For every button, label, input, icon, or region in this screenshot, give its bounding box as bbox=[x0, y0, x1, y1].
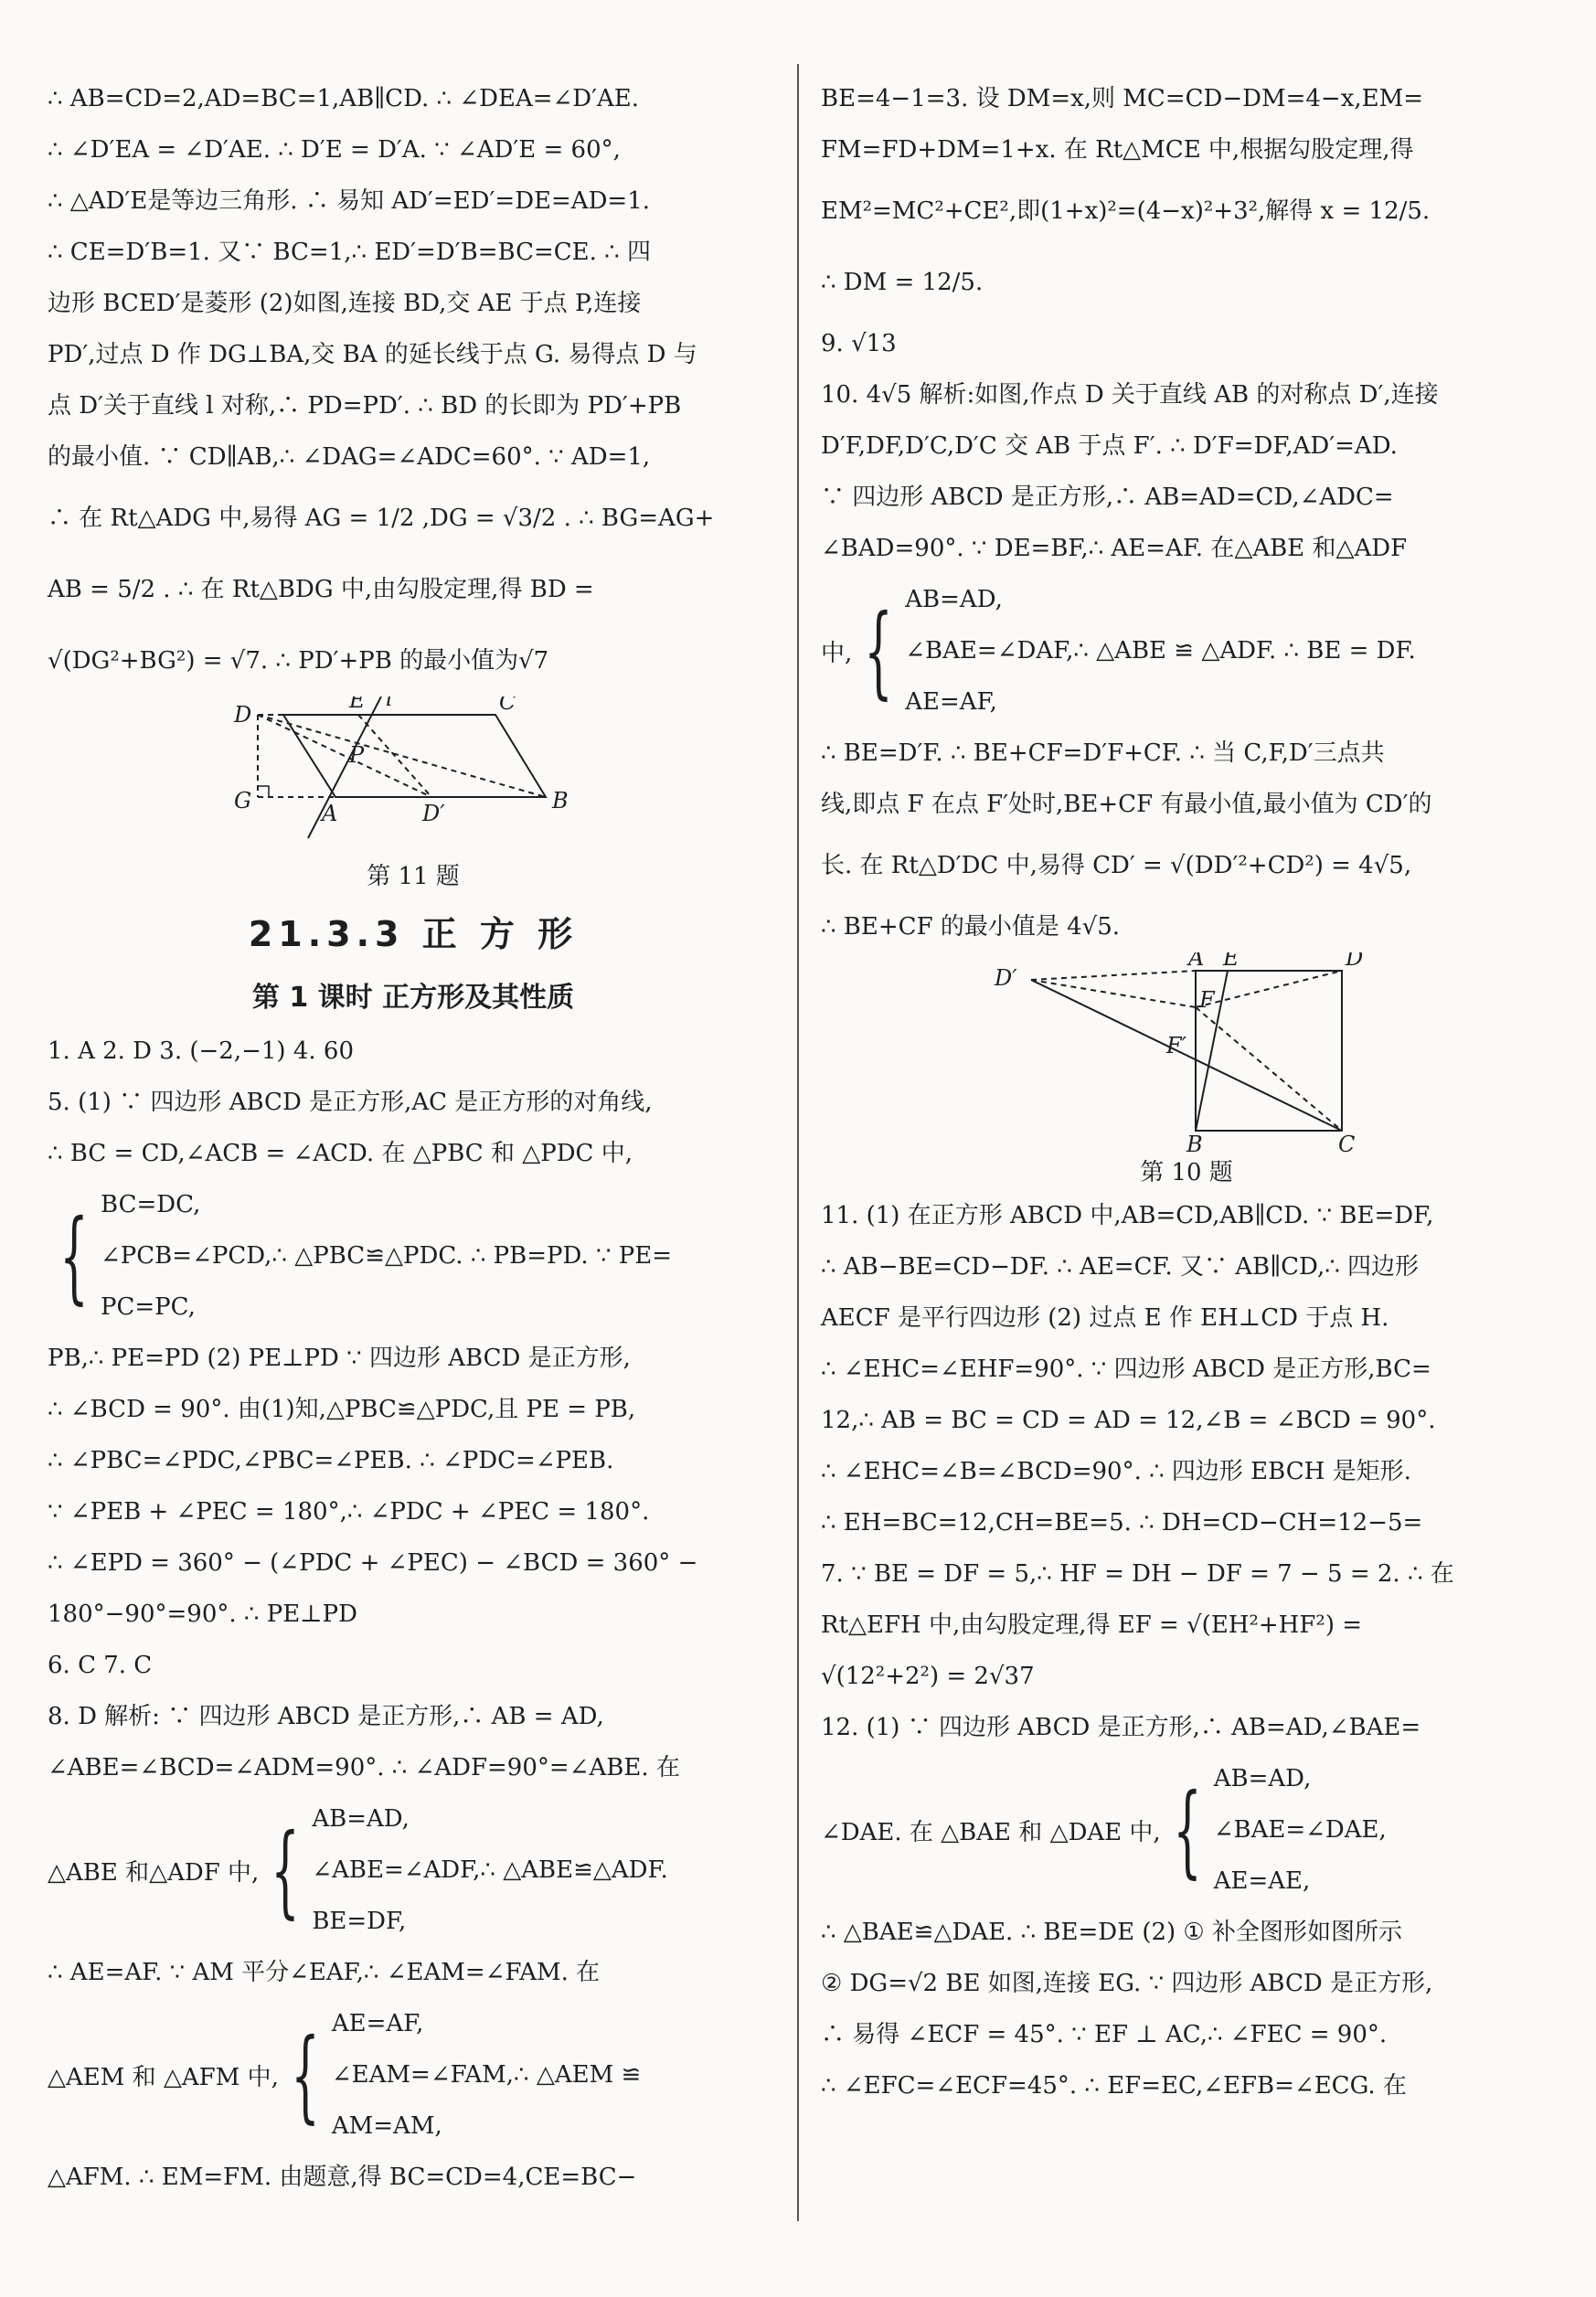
brace-system bbox=[48, 1793, 779, 1947]
text-line: √(DG²+BG²) = √7. ∴ PD′+PB 的最小值为√7 bbox=[48, 647, 549, 675]
label-g: G bbox=[234, 788, 252, 814]
label-c: C bbox=[1338, 1132, 1356, 1154]
square-abcd bbox=[1196, 971, 1342, 1131]
brace-prefix: ∠DAE. 在 △BAE 和 △DAE 中, bbox=[821, 1818, 1161, 1846]
label-d: D bbox=[1346, 952, 1364, 971]
figure-10 bbox=[821, 952, 1552, 1190]
segment-fd bbox=[1196, 971, 1342, 1007]
text-line: ∴ 在 Rt△ADG 中,易得 AG = 1/2 ,DG = √3/2 . ∴ BG=AG+ bbox=[48, 505, 715, 532]
label-c: C bbox=[499, 697, 516, 715]
text-line: 180°−90°=90°. ∴ PE⊥PD bbox=[48, 1600, 357, 1628]
text-line: ∴ EH=BC=12,CH=BE=5. ∴ DH=CD−CH=12−5= bbox=[821, 1509, 1423, 1537]
brace-system bbox=[821, 1753, 1552, 1907]
brace-item: AM=AM, bbox=[331, 2112, 442, 2140]
text-line: ∴ ∠EFC=∠ECF=45°. ∴ EF=EC,∠EFB=∠ECG. 在 bbox=[821, 2072, 1407, 2100]
segment-dd-prime bbox=[258, 715, 431, 797]
brace-item: PC=PC, bbox=[101, 1293, 196, 1321]
brace-symbol: { bbox=[864, 592, 894, 709]
text-line: ∴ AE=AF. ∵ AM 平分∠EAF,∴ ∠EAM=∠FAM. 在 bbox=[48, 1959, 601, 1986]
brace-item: AB=AD, bbox=[312, 1805, 410, 1833]
text-line: PB,∴ PE=PD (2) PE⊥PD ∵ 四边形 ABCD 是正方形, bbox=[48, 1345, 631, 1372]
label-f-prime: F′ bbox=[1166, 1033, 1187, 1058]
text-line: 11. (1) 在正方形 ABCD 中,AB=CD,AB∥CD. ∵ BE=DF, bbox=[821, 1202, 1434, 1229]
text-line: 7. ∵ BE = DF = 5,∴ HF = DH − DF = 7 − 5 = 2. ∴ 在 bbox=[821, 1560, 1454, 1588]
label-b: B bbox=[552, 788, 569, 814]
text-line: ∴ ∠EPD = 360° − (∠PDC + ∠PEC) − ∠BCD = 360° − bbox=[48, 1549, 698, 1577]
text-line: ∴ BE+CF 的最小值是 4√5. bbox=[821, 913, 1121, 941]
text-line: FM=FD+DM=1+x. 在 Rt△MCE 中,根据勾股定理,得 bbox=[821, 136, 1414, 164]
text-line: EM²=MC²+CE²,即(1+x)²=(4−x)²+3²,解得 x = 12/5. bbox=[821, 197, 1431, 225]
segment-fc bbox=[1196, 1007, 1342, 1131]
text-line: 9. √13 bbox=[821, 330, 897, 357]
brace-item: BE=DF, bbox=[312, 1908, 407, 1935]
section-title: 21.3.3 正 方 形 bbox=[248, 914, 579, 954]
brace-symbol: { bbox=[271, 1812, 301, 1929]
text-line: ∴ AB−BE=CD−DF. ∴ AE=CF. 又∵ AB∥CD,∴ 四边形 bbox=[821, 1253, 1420, 1281]
text-line: 的最小值. ∵ CD∥AB,∴ ∠DAG=∠ADC=60°. ∵ AD=1, bbox=[48, 443, 651, 471]
text-line: ② DG=√2 BE 如图,连接 EG. ∵ 四边形 ABCD 是正方形, bbox=[821, 1970, 1433, 1997]
text-line: 10. 4√5 解析:如图,作点 D 关于直线 AB 的对称点 D′,连接 bbox=[821, 381, 1439, 409]
text-line: 长. 在 Rt△D′DC 中,易得 CD′ = √(DD′²+CD²) = 4√5, bbox=[821, 852, 1412, 879]
text-line: ∴ BC = CD,∠ACB = ∠ACD. 在 △PBC 和 △PDC 中, bbox=[48, 1140, 633, 1167]
label-a: A bbox=[322, 801, 338, 826]
text-line: ∠ABE=∠BCD=∠ADM=90°. ∴ ∠ADF=90°=∠ABE. 在 bbox=[48, 1754, 680, 1781]
figure-caption: 第 10 题 bbox=[1140, 1159, 1233, 1186]
text-line: ∠BAD=90°. ∵ DE=BF,∴ AE=AF. 在△ABE 和△ADF bbox=[821, 535, 1408, 562]
brace-item: ∠BAE=∠DAE, bbox=[1213, 1816, 1387, 1844]
text-line: 12,∴ AB = BC = CD = AD = 12,∠B = ∠BCD = 90°. bbox=[821, 1407, 1436, 1434]
figure-10-diagram bbox=[821, 952, 1552, 1154]
text-line: △AFM. ∴ EM=FM. 由题意,得 BC=CD=4,CE=BC− bbox=[48, 2164, 637, 2191]
brace-prefix: 中, bbox=[821, 639, 853, 667]
brace-item: AB=AD, bbox=[1213, 1765, 1312, 1792]
figure-caption: 第 11 题 bbox=[367, 863, 460, 890]
brace-symbol: { bbox=[1172, 1771, 1202, 1888]
brace-symbol: { bbox=[291, 2016, 320, 2133]
brace-item: AE=AF, bbox=[905, 688, 997, 716]
text-line: ∴ △BAE≌△DAE. ∴ BE=DE (2) ① 补全图形如图所示 bbox=[821, 1919, 1403, 1946]
text-line: 12. (1) ∵ 四边形 ABCD 是正方形,∴ AB=AD,∠BAE= bbox=[821, 1714, 1421, 1741]
solution-block bbox=[48, 73, 779, 697]
right-angle-mark bbox=[258, 786, 269, 797]
figure-11-diagram bbox=[48, 697, 779, 861]
brace-item: BC=DC, bbox=[101, 1191, 201, 1218]
label-d-prime: D′ bbox=[995, 965, 1017, 991]
brace-item: AB=AD, bbox=[905, 586, 1003, 613]
label-b: B bbox=[1186, 1132, 1203, 1154]
text-line: 点 D′关于直线 l 对称,∴ PD=PD′. ∴ BD 的长即为 PD′+PB bbox=[48, 392, 682, 420]
text-line: D′F,DF,D′C,D′C 交 AB 于点 F′. ∴ D′F=DF,AD′=AD. bbox=[821, 432, 1398, 460]
text-line: AB = 5/2 . ∴ 在 Rt△BDG 中,由勾股定理,得 BD = bbox=[48, 576, 594, 603]
parallelogram-abcd bbox=[283, 715, 546, 797]
text-line: BE=4−1=3. 设 DM=x,则 MC=CD−DM=4−x,EM= bbox=[821, 85, 1424, 112]
text-line: ∴ BE=D′F. ∴ BE+CF=D′F+CF. ∴ 当 C,F,D′三点共 bbox=[821, 739, 1385, 767]
text-line: ∴ DM = 12/5. bbox=[821, 269, 984, 296]
figure-11 bbox=[48, 697, 779, 898]
text-line: ∴ CE=D′B=1. 又∵ BC=1,∴ ED′=D′B=BC=CE. ∴ 四 bbox=[48, 239, 651, 266]
label-d-prime: D′ bbox=[422, 801, 445, 826]
brace-system bbox=[821, 574, 1552, 728]
brace-prefix: △AEM 和 △AFM 中, bbox=[48, 2063, 279, 2091]
brace-item: ∠EAM=∠FAM,∴ △AEM ≌ bbox=[331, 2061, 642, 2089]
label-l: l bbox=[386, 697, 393, 711]
text-line: ∴ 易得 ∠ECF = 45°. ∵ EF ⊥ AC,∴ ∠FEC = 90°. bbox=[821, 2021, 1388, 2048]
label-f: F bbox=[1199, 987, 1215, 1013]
text-line: 1. A 2. D 3. (−2,−1) 4. 60 bbox=[48, 1037, 354, 1065]
brace-prefix: △ABE 和△ADF 中, bbox=[48, 1858, 260, 1887]
text-line: ∴ ∠PBC=∠PDC,∠PBC=∠PEB. ∴ ∠PDC=∠PEB. bbox=[48, 1447, 614, 1474]
column-divider bbox=[797, 64, 799, 2221]
label-d: D bbox=[234, 702, 252, 728]
text-line: PD′,过点 D 作 DG⊥BA,交 BA 的延长线于点 G. 易得点 D 与 bbox=[48, 341, 697, 368]
brace-item: ∠ABE=∠ADF,∴ △ABE≌△ADF. bbox=[312, 1856, 668, 1884]
label-a: A bbox=[1188, 952, 1205, 971]
text-line: ∵ ∠PEB + ∠PEC = 180°,∴ ∠PDC + ∠PEC = 180°. bbox=[48, 1498, 650, 1526]
text-line: ∴ ∠D′EA = ∠D′AE. ∴ D′E = D′A. ∵ ∠AD′E = 60°, bbox=[48, 136, 621, 164]
brace-item: ∠PCB=∠PCD,∴ △PBC≌△PDC. ∴ PB=PD. ∵ PE= bbox=[101, 1242, 673, 1270]
text-line: Rt△EFH 中,由勾股定理,得 EF = √(EH²+HF²) = bbox=[821, 1611, 1363, 1639]
brace-symbol: { bbox=[59, 1197, 89, 1314]
text-line: 边形 BCED′是菱形 (2)如图,连接 BD,交 AE 于点 P,连接 bbox=[48, 290, 642, 317]
brace-item: ∠BAE=∠DAF,∴ △ABE ≌ △ADF. ∴ BE = DF. bbox=[905, 637, 1416, 665]
right-column bbox=[821, 73, 1552, 2111]
brace-item: AE=AE, bbox=[1213, 1867, 1311, 1895]
text-line: 6. C 7. C bbox=[48, 1652, 153, 1679]
segment-ed-prime bbox=[358, 715, 431, 797]
text-line: AECF 是平行四边形 (2) 过点 E 作 EH⊥CD 于点 H. bbox=[821, 1304, 1389, 1332]
lesson-title: 第 1 课时 正方形及其性质 bbox=[251, 982, 575, 1014]
brace-item: AE=AF, bbox=[331, 2010, 424, 2037]
text-line: 5. (1) ∵ 四边形 ABCD 是正方形,AC 是正方形的对角线, bbox=[48, 1089, 653, 1116]
segment-d-prime-a bbox=[1031, 971, 1196, 980]
left-column bbox=[48, 73, 779, 2203]
label-e: E bbox=[349, 697, 366, 713]
text-line: √(12²+2²) = 2√37 bbox=[821, 1663, 1035, 1690]
text-line: 线,即点 F 在点 F′处时,BE+CF 有最小值,最小值为 CD′的 bbox=[821, 791, 1432, 818]
text-line: ∴ AB=CD=2,AD=BC=1,AB∥CD. ∴ ∠DEA=∠D′AE. bbox=[48, 85, 640, 112]
text-line: ∴ △AD′E是等边三角形. ∴ 易知 AD′=ED′=DE=AD=1. bbox=[48, 187, 651, 215]
label-e: E bbox=[1223, 952, 1240, 971]
brace-system bbox=[48, 1179, 779, 1333]
text-line: ∵ 四边形 ABCD 是正方形,∴ AB=AD=CD,∠ADC= bbox=[821, 484, 1394, 511]
text-line: ∴ ∠BCD = 90°. 由(1)知,△PBC≌△PDC,且 PE = PB, bbox=[48, 1396, 636, 1423]
label-p: P bbox=[349, 742, 365, 768]
text-line: 8. D 解析: ∵ 四边形 ABCD 是正方形,∴ AB = AD, bbox=[48, 1703, 604, 1730]
text-line: ∴ ∠EHC=∠B=∠BCD=90°. ∴ 四边形 EBCH 是矩形. bbox=[821, 1458, 1411, 1485]
segment-d-prime-f bbox=[1031, 980, 1196, 1007]
text-line: ∴ ∠EHC=∠EHF=90°. ∵ 四边形 ABCD 是正方形,BC= bbox=[821, 1356, 1431, 1383]
brace-system bbox=[48, 1998, 779, 2152]
